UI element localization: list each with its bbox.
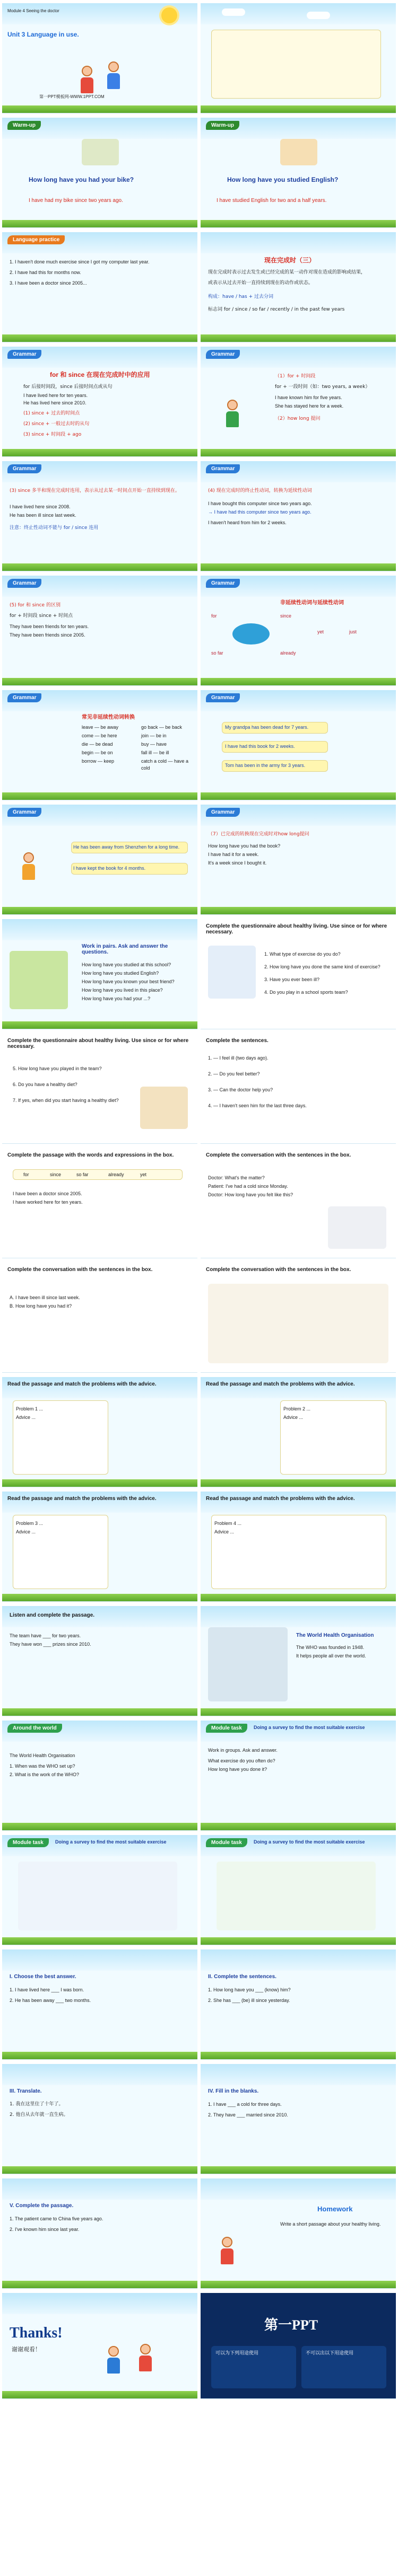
child-icon [222, 2237, 232, 2247]
slide-heading: III. Translate. [10, 2088, 42, 2094]
bubble-word: already [280, 650, 296, 656]
slide-heading: Read the passage and match the problems with the advice. [206, 1496, 355, 1502]
section-tag: Module task [7, 1838, 49, 1847]
grass [201, 334, 396, 342]
sky [201, 2178, 396, 2200]
slide-heading: Read the passage and match the problems with the advice. [7, 1496, 157, 1502]
verb-pair: buy — have [141, 742, 167, 747]
module-task-slide [201, 1835, 396, 1945]
grass [2, 449, 197, 456]
slide-heading: Doing a survey to find the most suitable exercise [254, 1725, 365, 1730]
section-tag: Grammar [206, 464, 240, 473]
box-word: since [50, 1172, 62, 1177]
question-item: 1. — I feel ill (two days ago). [208, 1055, 269, 1061]
grammar-line: (4) 现在完成时的终止性动词，转换为延续性动词 [208, 488, 312, 493]
grass [201, 678, 396, 685]
slide-heading: Complete the conversation with the sentences in the box. [7, 1267, 153, 1273]
study-picture [280, 139, 317, 165]
task-line: What exercise do you often do? [208, 1758, 275, 1763]
grass [201, 792, 396, 800]
question-item: 2. — Do you feel better? [208, 1071, 260, 1077]
slide-heading: Complete the questionnaire about healthy living. Use since or for where necessary. [7, 1038, 189, 1049]
slide-heading: 非延续性动词与延续性动词 [280, 600, 344, 606]
grammar-slide [2, 461, 197, 571]
slide-heading: V. Complete the passage. [10, 2203, 74, 2209]
grammar-slide [2, 576, 197, 686]
verb-pair: borrow — keep [82, 758, 115, 764]
question-item: How long have you known your best friend? [82, 979, 175, 984]
grammar-line: I have bought this computer since two years ago. [208, 501, 312, 506]
question-item: How long have you lived in this place? [82, 987, 163, 993]
slide-heading: Complete the questionnaire about healthy living. Use since or for where necessary. [206, 923, 387, 935]
sports-picture [18, 1862, 177, 1930]
unit-title: Unit 3 Language in use. [7, 31, 79, 38]
grammar-notes-slide [201, 232, 396, 342]
grass [2, 1937, 197, 1945]
passage-line: 1. When was the WHO set up? [10, 1763, 75, 1769]
grammar-line: （2）how long 提问 [275, 416, 321, 421]
grammar-line: (2) since + 一般过去时的从句 [23, 421, 90, 427]
section-tag: Around the world [7, 1724, 62, 1733]
sky [201, 232, 396, 253]
bike-picture [82, 139, 119, 165]
exercise-line: 1. I have lived here ___ I was born. [10, 1987, 84, 1992]
exercise-line: 2. 他自从去年就一直生病。 [10, 2112, 68, 2118]
sky [201, 1377, 396, 1398]
grammar-line: (1) since + 过去的时间点 [23, 411, 80, 416]
grammar-line: I have had it for a week. [208, 852, 259, 857]
section-tag: Warm-up [7, 121, 41, 130]
question-item: 2. How long have you done the same kind of exercise? [264, 964, 380, 969]
verb-pair: catch a cold — have a cold [141, 758, 189, 771]
grammar-slide [2, 347, 197, 457]
grass [2, 105, 197, 113]
answer-text: I have had my bike since two years ago. [29, 198, 123, 204]
reading-line: Advice ... [16, 1415, 36, 1420]
section-tag: Grammar [7, 464, 41, 473]
grammar-line: It's a week since I bought it. [208, 860, 267, 866]
bubble-word: for [211, 613, 217, 619]
grass [201, 2281, 396, 2288]
exercise-slide [201, 1148, 396, 1258]
dialogue-line: A. I have been ill since last week. [10, 1295, 80, 1300]
warmup-slide-2 [201, 118, 396, 228]
grammar-slide [201, 805, 396, 915]
exercise-slide [2, 1263, 197, 1373]
passage-line: I have worked here for ten years. [13, 1199, 83, 1205]
slide-heading: Complete the sentences. [206, 1038, 269, 1044]
slide-footer: 第一PPT模板网-WWW.1PPT.COM [39, 94, 105, 99]
cloud [307, 12, 330, 19]
module-task-slide [2, 1835, 197, 1945]
grammar-line: He has been ill since last week. [10, 513, 76, 518]
exercise-slide [2, 1148, 197, 1258]
question-item: 4. — I haven't seen him for the last three days. [208, 1103, 307, 1108]
exercise-line: 1. The patient came to China five years ago. [10, 2216, 103, 2221]
grass [201, 105, 396, 113]
child-icon [108, 2346, 119, 2357]
grammar-line: → I have had this computer since two years ago. [208, 509, 312, 515]
slide-heading: Complete the conversation with the sentences in the box. [206, 1267, 351, 1273]
box-word: for [23, 1172, 29, 1177]
cover-slide [2, 3, 197, 113]
grass [201, 1937, 396, 1945]
left-panel-title: 可以为下列用途使用 [215, 2351, 259, 2356]
grammar-line: for + 时间段 since + 时间点 [10, 613, 73, 619]
example-line: My grandpa has been dead for 7 years. [225, 725, 309, 730]
slide-heading: II. Complete the sentences. [208, 1974, 276, 1980]
dialogue-line: Patient: I've had a cold since Monday. [208, 1184, 288, 1189]
grass [2, 1021, 197, 1029]
child-body [22, 864, 35, 880]
exercise-slide [201, 1263, 396, 1373]
section-tag: Warm-up [206, 121, 239, 130]
module-task-slide [201, 1721, 396, 1831]
sun-icon [161, 7, 177, 23]
child-icon [23, 852, 34, 863]
child-body [226, 411, 239, 427]
slide-heading: I. Choose the best answer. [10, 1974, 76, 1980]
slide-heading: Doing a survey to find the most suitable exercise [55, 1839, 167, 1845]
exercise-line: 2. He has been away ___ two months. [10, 1998, 91, 2003]
box-word: already [108, 1172, 124, 1177]
slide-heading: for 和 since 在现在完成时中的应用 [50, 371, 150, 378]
child-body [107, 73, 120, 89]
reading-slide [201, 1606, 396, 1716]
sky [2, 1492, 197, 1513]
child-icon [82, 66, 92, 76]
reading-slide [2, 1377, 197, 1487]
grass [201, 563, 396, 571]
grass [201, 2166, 396, 2174]
slide-heading: IV. Fill in the blanks. [208, 2088, 259, 2094]
grammar-slide [201, 576, 396, 686]
dialogue-line: Doctor: How long have you felt like this? [208, 1192, 293, 1197]
section-tag: Grammar [206, 579, 240, 588]
child-icon [108, 61, 119, 72]
passage-line: The World Health Organisation [10, 1753, 75, 1758]
grammar-slide [2, 805, 197, 915]
child-body [81, 77, 93, 93]
example-line: Tom has been in the army for 3 years. [225, 763, 306, 768]
grass [2, 334, 197, 342]
grass [2, 792, 197, 800]
grammar-slide [201, 690, 396, 800]
section-tag: Module task [206, 1838, 247, 1847]
aims-slide [201, 3, 396, 113]
runner-picture [208, 946, 256, 999]
passage-line: I have been a doctor since 2005. [13, 1191, 82, 1196]
text-panel [208, 1284, 388, 1363]
exercise-slide [201, 2064, 396, 2174]
reading-line: Problem 1 ... [16, 1406, 44, 1411]
grass [2, 2052, 197, 2059]
bubble-word: since [280, 613, 292, 619]
sky [2, 1377, 197, 1398]
reading-line: Problem 2 ... [283, 1406, 311, 1411]
reading-line: Problem 3 ... [16, 1521, 44, 1526]
slide-heading: Listen and complete the passage. [10, 1612, 95, 1618]
exercise-slide [201, 919, 396, 1029]
grammar-line: (5) for 和 since 的区别 [10, 603, 60, 608]
question-item: 4. Do you play in a school sports team? [264, 990, 348, 995]
grammar-line: How long have you had the book? [208, 843, 281, 849]
reading-line: Advice ... [283, 1415, 304, 1420]
reading-slide [201, 1492, 396, 1602]
grammar-line: I have known him for five years. [275, 395, 342, 400]
exercise-line: 1. How long have you ___ (know) him? [208, 1987, 291, 1992]
dialogue-line: Doctor: What's the matter? [208, 1175, 265, 1180]
verb-pair: begin — be on [82, 750, 113, 755]
reading-line: Problem 4 ... [214, 1521, 242, 1526]
exercise-slide [2, 1034, 197, 1144]
bubble-word: yet [317, 629, 324, 634]
grass [201, 1594, 396, 1601]
slide-heading: Complete the passage with the words and expressions in the box. [7, 1152, 174, 1158]
grammar-line: I have lived here since 2008. [10, 504, 71, 509]
passage-line: 2. What is the work of the WHO? [10, 1772, 80, 1777]
grammar-line: They have been friends since 2005. [10, 632, 85, 638]
right-panel-title: 不可以出以下用途使用 [306, 2351, 354, 2356]
section-tag: Module task [206, 1724, 247, 1733]
kids-picture [10, 951, 68, 1009]
grammar-line: (3) since 多半和现在完成时连用，表示从过去某一时间点开始一直持续到现在。 [10, 488, 180, 493]
question-item: How long have you studied at this school? [82, 962, 171, 967]
section-tag: Grammar [206, 350, 240, 359]
example-line: He has been away from Shenzhen for a long time. [73, 844, 180, 850]
bubble-word: just [349, 629, 357, 634]
example-line: I have kept the book for 4 months. [73, 866, 146, 871]
box-word: so far [76, 1172, 89, 1177]
grass [2, 1594, 197, 1601]
verb-pair: fall ill — be ill [141, 750, 169, 755]
exercise-line: 1. 我在这里住了十年了。 [10, 2102, 64, 2107]
section-tag: Grammar [7, 350, 41, 359]
grammar-line: (3) since + 时间段 + ago [23, 432, 82, 437]
reading-slide [2, 1492, 197, 1602]
bubble-word: so far [211, 650, 223, 656]
grass [2, 678, 197, 685]
aims-box [211, 30, 381, 99]
grass [201, 1708, 396, 1716]
cloud [222, 8, 245, 16]
grass [201, 2052, 396, 2059]
example-line: I have had this book for 2 weeks. [225, 744, 295, 749]
slide-heading: Doing a survey to find the most suitable exercise [254, 1839, 365, 1845]
grass [2, 563, 197, 571]
sky [2, 2293, 197, 2314]
question-item: How long have you studied English? [82, 971, 159, 976]
grammar-line: for + 一段时间（如：two years, a week） [275, 384, 370, 390]
child-body [107, 2358, 120, 2374]
task-line: How long have you done it? [208, 1767, 267, 1772]
question-item: 3. Have you ever been ill? [264, 977, 320, 982]
sky [201, 1606, 396, 1627]
grass [2, 2166, 197, 2174]
note-line-1: 现在完成时表示过去发生或已经完成的某一动作对现在造成的影响或结果， [208, 270, 366, 275]
slide-heading: Homework [317, 2205, 353, 2213]
sentence-2: 2. I have had this for months now. [10, 270, 81, 275]
thanks-subtitle: 谢谢观看！ [12, 2346, 41, 2353]
question-item: 5. How long have you played in the team? [13, 1066, 102, 1071]
exercise-slide [201, 1034, 396, 1144]
module-header: Module 4 Seeing the doctor [7, 8, 59, 13]
section-tag: Language practice [7, 235, 65, 244]
sky [2, 2064, 197, 2085]
grammar-line: She has stayed here for a week. [275, 403, 344, 409]
grammar-line: for 后接时间段，since 后接时间点或从句 [23, 384, 113, 390]
verb-pair: go back — be back [141, 725, 183, 730]
note-line-2: 或表示从过去开始一直持续到现在的动作或状态。 [208, 280, 314, 286]
answer-text: I have studied English for two and a half years. [217, 198, 327, 204]
grammar-slide [201, 461, 396, 571]
around-world-slide [2, 1721, 197, 1831]
child-icon [227, 400, 238, 410]
child-body [139, 2356, 152, 2371]
classroom-picture [217, 1862, 376, 1930]
sky [2, 2178, 197, 2200]
grass [201, 220, 396, 227]
grammar-line: I haven't heard from him for 2 weeks. [208, 520, 287, 525]
food-picture [140, 1087, 188, 1129]
passage-line: The team have ___ for two years. [10, 1633, 81, 1638]
slide-heading: Read the passage and match the problems with the advice. [7, 1381, 157, 1387]
sentence-3: 3. I have been a doctor since 2005... [10, 280, 87, 286]
grammar-slide [2, 690, 197, 800]
note-line-4: 标志词 for / since / so far / recently / in the past few years [208, 307, 345, 312]
grass [2, 1708, 197, 1716]
exercise-slide [2, 919, 197, 1029]
sky [201, 1492, 396, 1513]
homework-slide [201, 2178, 396, 2289]
task-line: Work in groups. Ask and answer. [208, 1748, 278, 1753]
verb-pair: die — be dead [82, 742, 113, 747]
grammar-line: They have been friends for ten years. [10, 624, 89, 629]
reading-line: Advice ... [16, 1529, 36, 1534]
question-text: How long have you studied English? [227, 176, 339, 183]
grass [201, 1823, 396, 1830]
question-item: How long have you had your ...? [82, 996, 151, 1001]
grammar-line: 注意：终止性动词不能与 for / since 连用 [10, 525, 99, 531]
exercise-slide [2, 2178, 197, 2289]
passage-line: They have won ___ prizes since 2010. [10, 1642, 91, 1647]
thanks-slide [2, 2293, 197, 2399]
question-item: 1. What type of exercise do you do? [264, 951, 341, 957]
grass [2, 907, 197, 914]
question-item: 6. Do you have a healthy diet? [13, 1082, 77, 1087]
passage-line: It helps people all over the world. [296, 1653, 366, 1658]
reading-slide [201, 1377, 396, 1487]
exercise-line: 2. They have ___ married since 2010. [208, 2112, 288, 2118]
question-text: How long have you had your bike? [29, 176, 134, 183]
section-tag: Grammar [206, 693, 240, 702]
grass [2, 1823, 197, 1830]
exercise-line: 2. She has ___ (be) ill since yesterday. [208, 1998, 290, 2003]
slide-heading: 常见非延续性动词转换 [82, 714, 135, 720]
exercise-slide [2, 2064, 197, 2174]
slide-heading: Read the passage and match the problems with the advice. [206, 1381, 355, 1387]
exercise-line: 1. I have ___ a cold for three days. [208, 2102, 282, 2107]
warmup-slide-1 [2, 118, 197, 228]
exercise-line: 2. I've known him since last year. [10, 2227, 80, 2232]
sky [2, 1949, 197, 1971]
reading-line: Advice ... [214, 1529, 235, 1534]
grammar-slide [201, 347, 396, 457]
who-picture [208, 1627, 288, 1701]
dialogue-line: B. How long have you had it? [10, 1303, 72, 1309]
grammar-line: （1）for + 时间段 [275, 374, 316, 379]
word-box [13, 1169, 183, 1180]
child-body [221, 2248, 233, 2264]
sky [2, 919, 197, 940]
brand-logo: 第一PPT [264, 2317, 318, 2333]
grass [201, 449, 396, 456]
language-practice-slide [2, 232, 197, 342]
grass [2, 1479, 197, 1487]
box-word: yet [140, 1172, 147, 1177]
verb-pair: leave — be away [82, 725, 119, 730]
sky [201, 1949, 396, 1971]
center-bubble [232, 623, 270, 645]
verb-pair: come — be here [82, 733, 117, 738]
sky [201, 2064, 396, 2085]
grass [201, 1479, 396, 1487]
grass [2, 2391, 197, 2398]
doctor-picture [328, 1206, 386, 1249]
question-item: 3. — Can the doctor help you? [208, 1087, 273, 1092]
thanks-title: Thanks! [10, 2325, 63, 2341]
exercise-slide [2, 1949, 197, 2060]
grammar-line: （7）已完成的转换现在完成时对how long提问 [208, 832, 309, 837]
slide-heading: The World Health Organisation [296, 1633, 374, 1638]
section-tag: Grammar [206, 808, 240, 817]
section-tag: Grammar [7, 693, 41, 702]
grass [2, 220, 197, 227]
grass [201, 907, 396, 914]
slide-heading: 现在完成时（三） [264, 257, 316, 264]
grammar-line: He has lived here since 2010. [23, 400, 86, 405]
slide-heading: Complete the conversation with the sentences in the box. [206, 1152, 351, 1158]
grammar-line: I have lived here for ten years. [23, 393, 88, 398]
ppt-brand-slide [201, 2293, 396, 2399]
passage-line: The WHO was founded in 1948. [296, 1645, 365, 1650]
homework-line: Write a short passage about your healthy living. [280, 2221, 381, 2227]
sentence-1: 1. I haven't done much exercise since I got my computer last year. [10, 259, 150, 264]
note-line-3: 构成：have / has + 过去分词 [208, 294, 274, 299]
exercise-slide [201, 1949, 396, 2060]
grass [2, 2281, 197, 2288]
section-tag: Grammar [7, 808, 41, 817]
section-tag: Grammar [7, 579, 41, 588]
question-item: 7. If yes, when did you start having a healthy diet? [13, 1098, 119, 1103]
slide-heading: Work in pairs. Ask and answer the questions. [82, 943, 168, 955]
listening-slide [2, 1606, 197, 1716]
child-icon [140, 2344, 151, 2354]
verb-pair: join — be in [141, 733, 167, 738]
